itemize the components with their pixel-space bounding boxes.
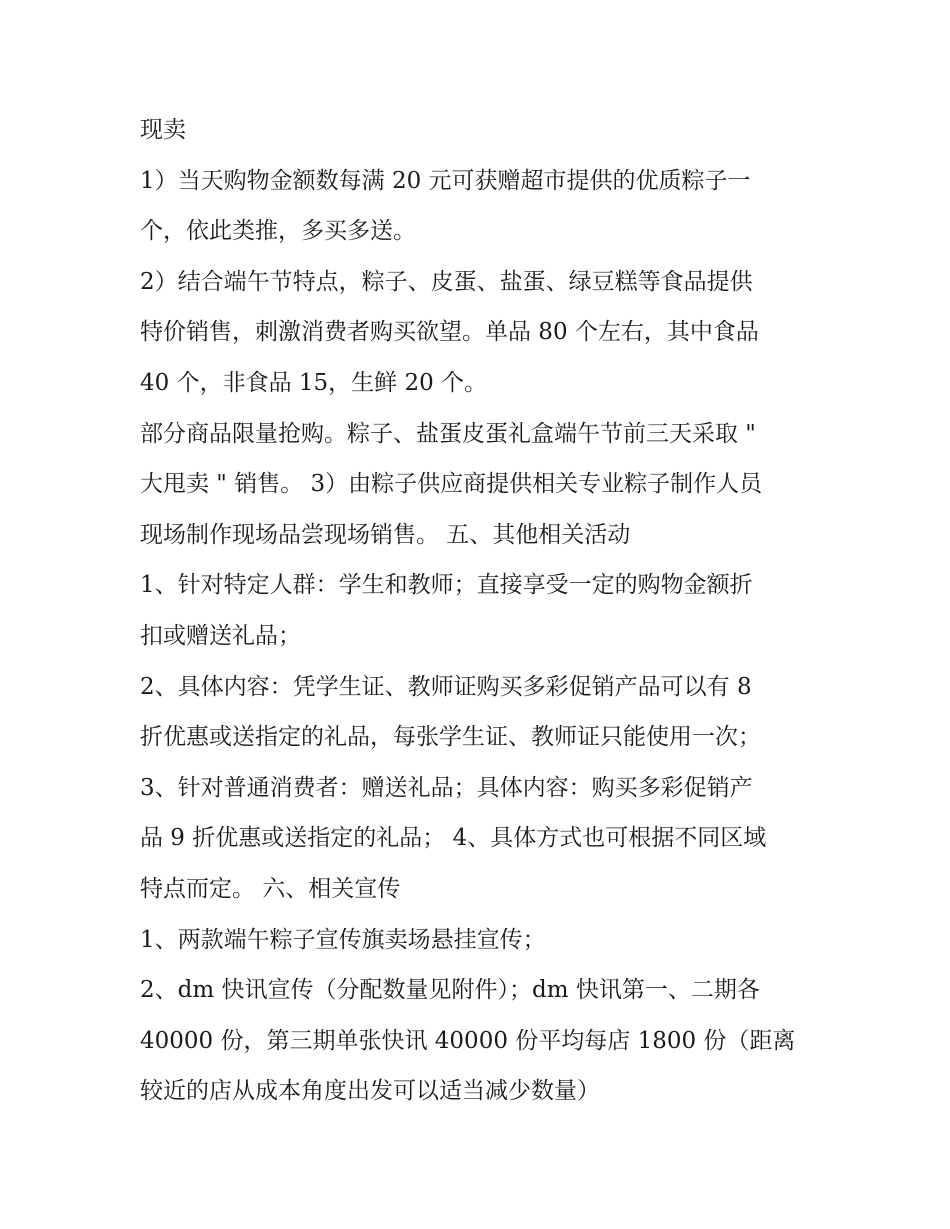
text-line: 现场制作现场品尝现场销售。 五、其他相关活动 (140, 521, 631, 548)
text-line: 1、针对特定人群：学生和教师；直接享受一定的购物金额折 (140, 572, 753, 599)
text-line: 40 个，非食品 15，生鲜 20 个。 (140, 369, 488, 396)
text-line: 大甩卖 " 销售。 3）由粽子供应商提供相关专业粽子制作人员 (140, 471, 763, 498)
text-line: 部分商品限量抢购。粽子、盐蛋皮蛋礼盒端午节前三天采取 " (140, 420, 756, 447)
text-line: 1）当天购物金额数每满 20 元可获赠超市提供的优质粽子一 (140, 167, 751, 194)
text-line: 扣或赠送礼品； (140, 622, 301, 649)
text-line: 特价销售，刺激消费者购买欲望。单品 80 个左右，其中食品 (140, 319, 759, 346)
document-body (140, 105, 810, 1117)
text-line: 40000 份，第三期单张快讯 40000 份平均每店 1800 份（距离 (140, 1027, 796, 1054)
text-line: 品 9 折优惠或送指定的礼品； 4、具体方式也可根据不同区域 (140, 825, 767, 852)
text-line: 2、具体内容：凭学生证、教师证购买多彩促销产品可以有 8 (140, 673, 752, 700)
text-line: 较近的店从成本角度出发可以适当减少数量） (140, 1078, 600, 1105)
text-line: 2）结合端午节特点，粽子、皮蛋、盐蛋、绿豆糕等食品提供 (140, 268, 753, 295)
text-line: 个，依此类推，多买多送。 (140, 218, 416, 245)
text-line: 折优惠或送指定的礼品，每张学生证、教师证只能使用一次； (140, 724, 761, 751)
text-line: 3、针对普通消费者：赠送礼品；具体内容：购买多彩促销产 (140, 774, 753, 801)
text-line: 1、两款端午粽子宣传旗卖场悬挂宣传； (140, 926, 546, 953)
text-line: 现卖 (140, 117, 186, 143)
text-line: 2、dm 快讯宣传（分配数量见附件）；dm 快讯第一、二期各 (140, 977, 760, 1004)
text-line: 特点而定。 六、相关宣传 (140, 875, 401, 902)
